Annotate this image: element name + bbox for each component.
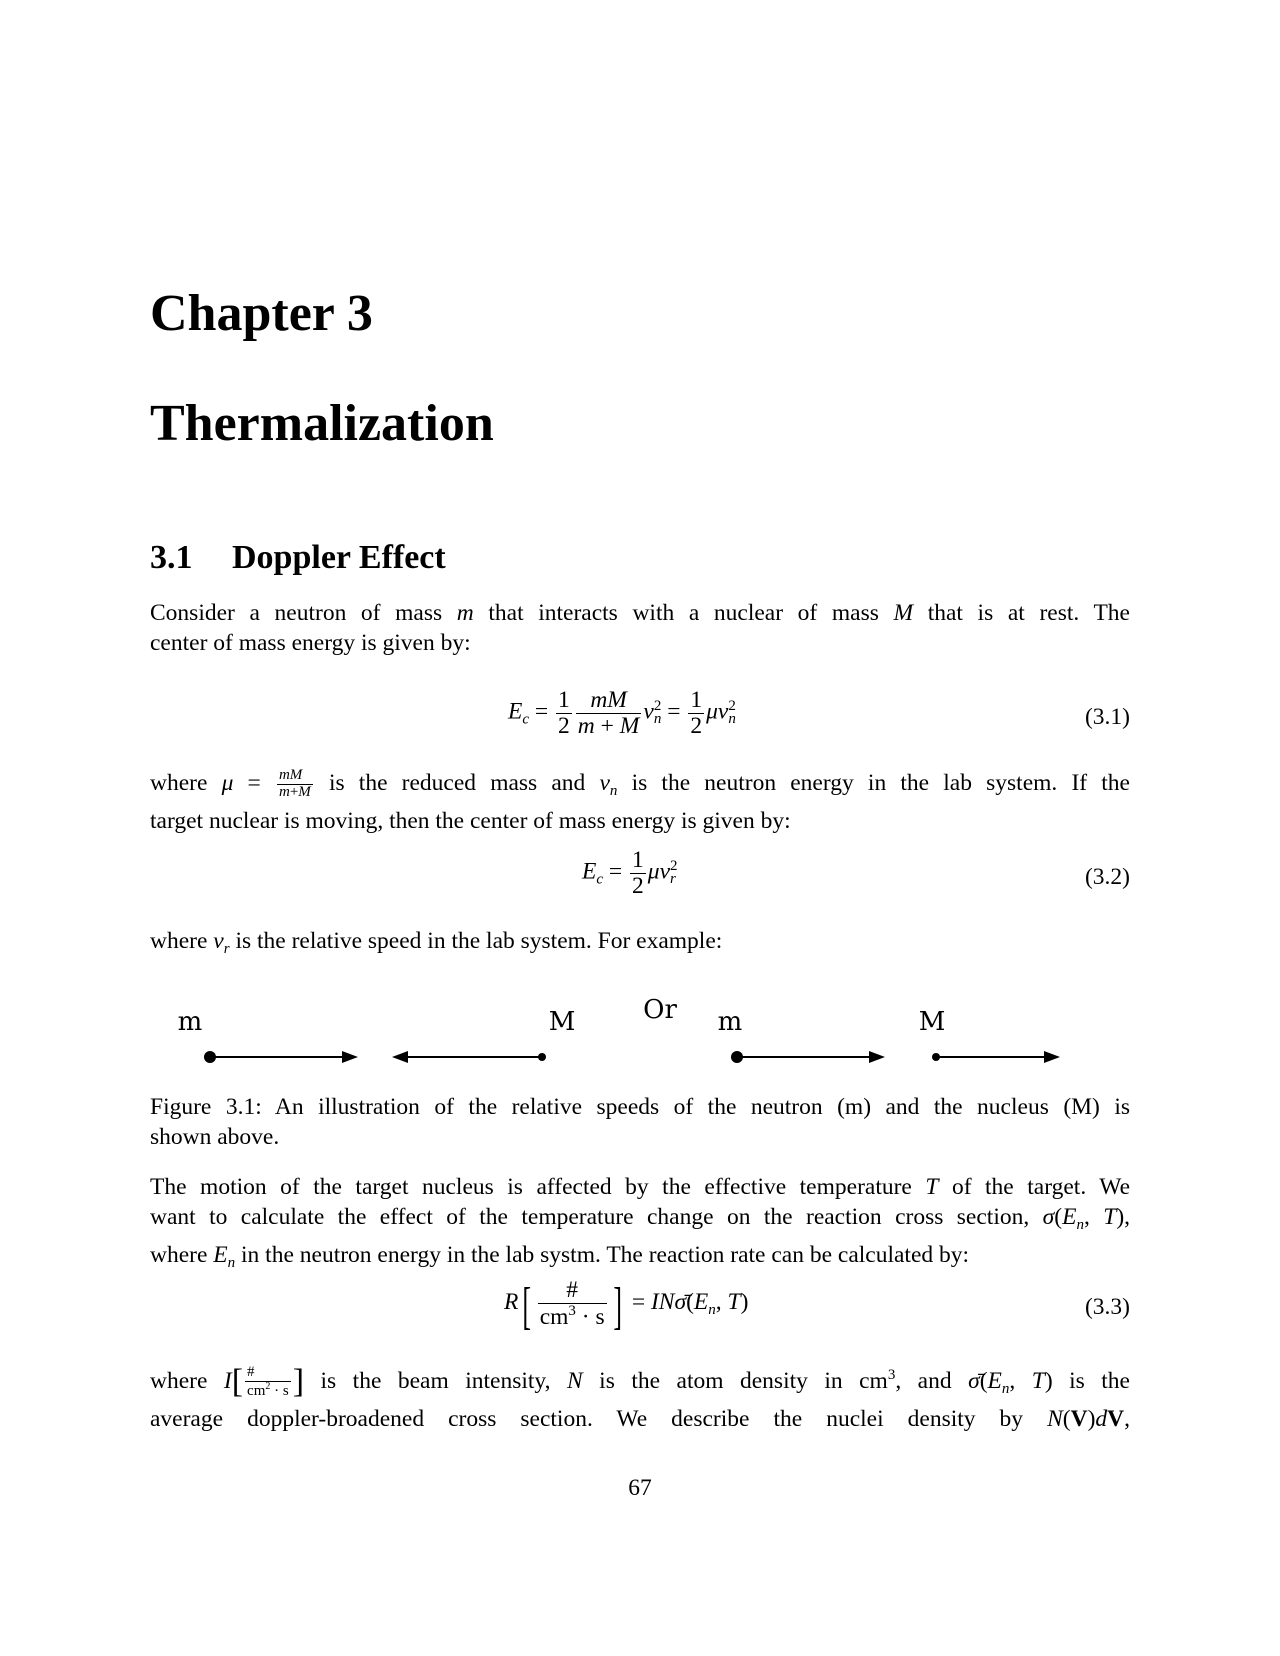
neutron-arrow-right [731, 1051, 885, 1063]
document-page: Chapter 3 Thermalization 3.1 Doppler Effect Consider a neutron of mass m that interacts with a nuclear of mass M that is at rest. The center of mass energy is given by: $E_c$ = $\frac{1}{2}$ $\frac{mM}{m + M}$ v 2 n = $\frac{1}{2}$ μv 2 n (3.1) where μ = $\frac{mM}{m+M}$ is the reduced mass and $v_n$ is the neutron energy in the lab system. If the target nuclear is moving, then the center of mass energy is given by: $E_c$ = $\frac{1}{2}$ μv 2 r (3.2) where $v_r$ is the relative speed in the lab system. For example: m M Or m M Figure 3.1: An illustration of the relative speeds of the neutron (m) and the nucleus (M) is shown above. The motion of the target nucleus is affected by the effective temperature T of the target. We want to calculate the effect of the temperature change on the reaction cross section, $\sigma(E_n$, T), where $E_n$ in the neutron energy in the lab systm. The reaction rate can be calculated by: R[ $\frac{\#}{cm^3 \cdot s}$ ] = $IN\sigmā(E_n$, T) (3.3) where I[ $\frac{\#}{cm^2 \cdot s}$ ] is the beam intensity, N is the atom density in $cm^3$, and $\sigmā(E_n$, T) is the average doppler-broadened cross section. We describe the nuclei density by N(V)dV, 67 [0, 0, 1280, 1656]
nucleus-arrow-right [932, 1051, 1060, 1063]
equation-number: (3.2) [1084, 864, 1130, 890]
paragraph-line: where $E_n$ in the neutron energy in the lab systm. The reaction rate can be calculated by: [150, 1242, 970, 1271]
figure-3-1-diagram [150, 990, 1090, 1070]
neutron-arrow-left [204, 1051, 358, 1063]
section-number: 3.1 [150, 539, 193, 576]
paragraph-line: where $v_r$ is the relative speed in the lab system. For example: [150, 928, 723, 957]
paragraph-line: where I[ $\frac{\#}{cm^2 \cdot s}$ ] is the beam intensity, N is the atom density in $cm^3$, and $\sigmā(E_n$, T) is the [150, 1363, 1130, 1400]
section-heading [150, 541, 446, 575]
paragraph-text: is the relative speed in the lab system. For example: [235, 928, 723, 954]
figure-caption [150, 1092, 1130, 1152]
paragraph-beam-intensity [150, 1360, 1130, 1434]
paragraph-text: average doppler-broadened cross section. We describe the nuclei density by [150, 1406, 1024, 1432]
chapter-title: Thermalization [150, 395, 494, 452]
paragraph-reduced-mass [150, 768, 1130, 836]
label-nucleus-right: M [918, 1007, 946, 1037]
label-or: Or [643, 995, 677, 1025]
label-neutron-right: m [717, 1007, 743, 1037]
label-nucleus-left: M [548, 1007, 576, 1037]
paragraph-line: want to calculate the effect of the temperature change on the reaction cross section, $\sigma(E_n$, T), [150, 1204, 1131, 1233]
paragraph-line: The motion of the target nucleus is affected by the effective temperature T of the target. We [150, 1174, 1130, 1200]
equation-number: (3.1) [1084, 704, 1130, 730]
paragraph-text: in the neutron energy in the lab systm. The reaction rate can be calculated by: [241, 1242, 970, 1268]
chapter-label: Chapter 3 [150, 285, 373, 342]
paragraph-line: Consider a neutron of mass m that interacts with a nuclear of mass M that is at rest. The [150, 600, 1130, 626]
caption-line: Figure 3.1: An illustration of the relative speeds of the neutron (m) and the nucleus (M) is [150, 1094, 1130, 1120]
caption-line: shown above. [150, 1124, 280, 1150]
nucleus-arrow-left [392, 1051, 546, 1063]
paragraph-line: where μ = $\frac{mM}{m+M}$ is the reduced mass and $v_n$ is the neutron energy in the lab system. If the [150, 767, 1130, 801]
label-neutron-left: m [177, 1007, 203, 1037]
paragraph-intro [150, 598, 1130, 658]
paragraph-relative-speed [150, 926, 1130, 964]
paragraph-line: average doppler-broadened cross section. We describe the nuclei density by N(V)dV, [150, 1406, 1130, 1432]
paragraph-temperature [150, 1172, 1130, 1278]
equation-number: (3.3) [1084, 1294, 1130, 1320]
page-number: 67 [628, 1475, 652, 1501]
paragraph-line: center of mass energy is given by: [150, 630, 471, 656]
section-title: Doppler Effect [232, 539, 446, 576]
paragraph-text: want to calculate the effect of the temperature change on the reaction cross section, [150, 1204, 1030, 1230]
paragraph-line: target nuclear is moving, then the center of mass energy is given by: [150, 808, 791, 834]
